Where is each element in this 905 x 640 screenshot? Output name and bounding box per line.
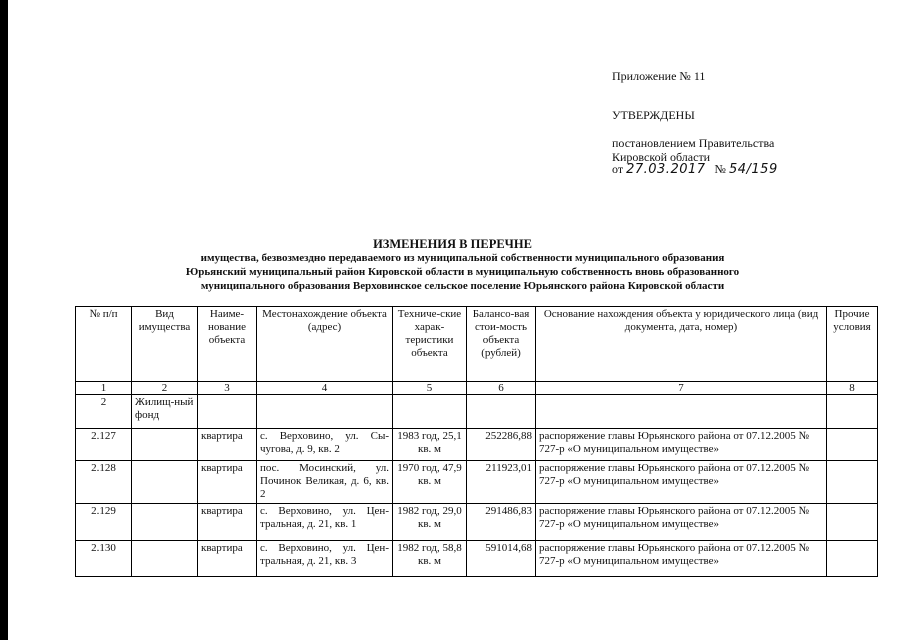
column-number: 3	[198, 382, 257, 395]
title-line-3: Юрьянский муниципальный район Кировской области в муниципальную собственность вновь образованного	[185, 266, 740, 278]
row-tech: 1983 год, 25,1 кв. м	[393, 429, 467, 461]
row-num: 2.127	[76, 429, 132, 461]
row-name: квартира	[198, 541, 257, 577]
document-title: ИЗМЕНЕНИЯ В ПЕРЕЧНЕ	[373, 237, 532, 251]
row-tech: 1982 год, 58,8 кв. м	[393, 541, 467, 577]
row-name: квартира	[198, 504, 257, 541]
header-cell-value: Балансо-вая стои-мость объекта (рублей)	[467, 307, 536, 382]
row-name: квартира	[198, 461, 257, 504]
binding-edge	[0, 0, 8, 640]
header-cell-type: Вид имущества	[132, 307, 198, 382]
column-number: 7	[536, 382, 827, 395]
header-cell-tech: Техниче-ские харак-теристики объекта	[393, 307, 467, 382]
row-basis: распоряжение главы Юрьянского района от 07.12.2005 № 727-р «О муниципальном имуществе»	[536, 541, 827, 577]
appendix-label: Приложение № 11	[612, 69, 706, 83]
row-num: 2.130	[76, 541, 132, 577]
row-basis: распоряжение главы Юрьянского района от 07.12.2005 № 727-р «О муниципальном имуществе»	[536, 504, 827, 541]
row-name: квартира	[198, 429, 257, 461]
row-address: с. Верховино, ул. Цен-тральная, д. 21, кв. 1	[257, 504, 393, 541]
table-row	[76, 541, 878, 577]
title-line-4: муниципального образования Верховинское сельское поселение Юрьянского района Кировской области	[200, 280, 725, 292]
column-number-row	[76, 382, 878, 395]
row-value: 291486,83	[467, 504, 536, 541]
row-address: пос. Мосинский, ул. Починок Великая, д. 6, кв. 2	[257, 461, 393, 504]
row-other	[827, 504, 878, 541]
header-cell-name: Наиме-нование объекта	[198, 307, 257, 382]
decree-line-2: Кировской области	[612, 150, 711, 164]
column-number: 2	[132, 382, 198, 395]
row-num: 2.128	[76, 461, 132, 504]
decree-date-line	[612, 162, 778, 177]
header-cell-num: № п/п	[76, 307, 132, 382]
date-prefix: от	[612, 162, 624, 176]
table-row	[76, 504, 878, 541]
row-value: 252286,88	[467, 429, 536, 461]
header-cell-other: Прочие условия	[827, 307, 878, 382]
section-num: 2	[76, 395, 132, 429]
section-row	[76, 395, 878, 429]
row-other	[827, 541, 878, 577]
column-number: 8	[827, 382, 878, 395]
property-table	[75, 306, 878, 577]
header-cell-address: Местонахождение объекта (адрес)	[257, 307, 393, 382]
header-row	[76, 307, 878, 382]
row-address: с. Верховино, ул. Цен-тральная, д. 21, кв. 3	[257, 541, 393, 577]
row-num: 2.129	[76, 504, 132, 541]
handwritten-date: 27.03.2017	[626, 162, 706, 177]
row-tech: 1970 год, 47,9 кв. м	[393, 461, 467, 504]
table-row	[76, 429, 878, 461]
row-value: 211923,01	[467, 461, 536, 504]
table-row	[76, 461, 878, 504]
column-number: 4	[257, 382, 393, 395]
row-address: с. Верховино, ул. Сы-чугова, д. 9, кв. 2	[257, 429, 393, 461]
column-number: 1	[76, 382, 132, 395]
handwritten-number: 54/159	[728, 162, 778, 177]
title-line-2: имущества, безвозмездно передаваемого из муниципальной собственности муниципального образования	[200, 252, 725, 264]
approved-label: УТВЕРЖДЕНЫ	[612, 108, 695, 122]
row-basis: распоряжение главы Юрьянского района от 07.12.2005 № 727-р «О муниципальном имуществе»	[536, 461, 827, 504]
section-type: Жилищ-ный фонд	[132, 395, 198, 429]
header-cell-basis: Основание нахождения объекта у юридического лица (вид документа, дата, номер)	[536, 307, 827, 382]
row-other	[827, 429, 878, 461]
row-basis: распоряжение главы Юрьянского района от 07.12.2005 № 727-р «О муниципальном имуществе»	[536, 429, 827, 461]
row-value: 591014,68	[467, 541, 536, 577]
number-prefix: №	[714, 162, 726, 176]
column-number: 6	[467, 382, 536, 395]
decree-line-1: постановлением Правительства	[612, 136, 775, 150]
row-other	[827, 461, 878, 504]
row-tech: 1982 год, 29,0 кв. м	[393, 504, 467, 541]
column-number: 5	[393, 382, 467, 395]
